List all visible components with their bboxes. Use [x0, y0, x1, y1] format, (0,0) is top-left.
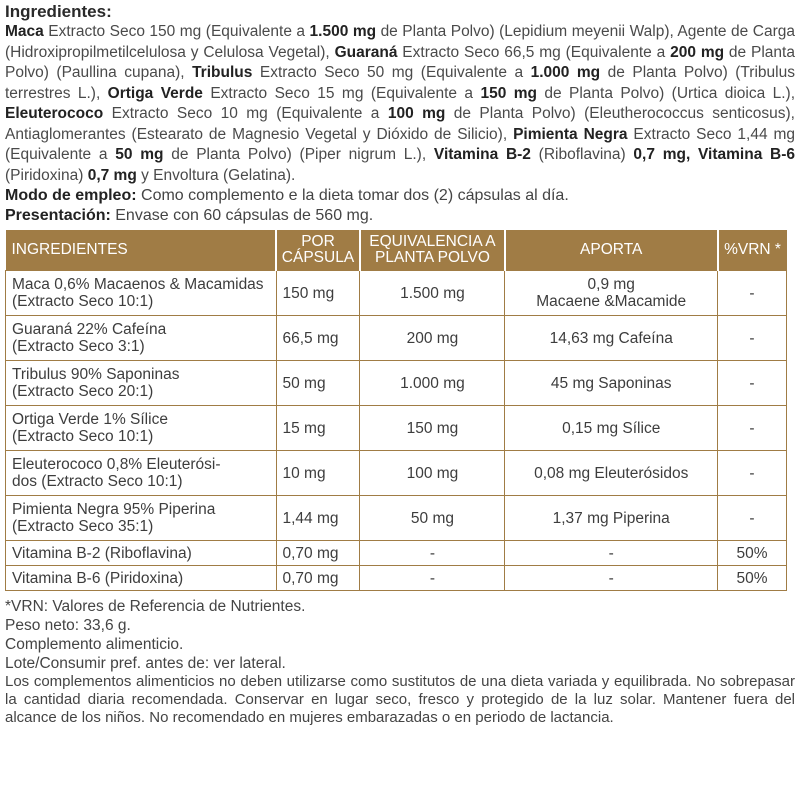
provides-value: -: [505, 541, 718, 566]
equivalence-value: 100 mg: [360, 451, 505, 496]
vrn-value: -: [718, 316, 787, 361]
equivalence-value: 200 mg: [360, 316, 505, 361]
table-row: [6, 541, 787, 566]
equivalence-value: -: [360, 566, 505, 591]
ingredient-name: Vitamina B-6 (Piridoxina): [6, 566, 277, 591]
vrn-value: -: [718, 406, 787, 451]
per-capsule-value: 1,44 mg: [276, 496, 360, 541]
vrn-value: -: [718, 361, 787, 406]
ingredient-name: Eleuterococo 0,8% Eleuterósi- dos (Extracto Seco 10:1): [6, 451, 277, 496]
net-weight: Peso neto: 33,6 g.: [5, 617, 131, 634]
ingredient-name: Tribulus 90% Saponinas (Extracto Seco 20:1): [6, 361, 277, 406]
header-vrn: %VRN *: [718, 230, 787, 271]
vrn-note: *VRN: Valores de Referencia de Nutrientes.: [5, 598, 306, 615]
vrn-value: -: [718, 271, 787, 316]
provides-value: 0,08 mg Eleuterósidos: [505, 451, 718, 496]
provides-value: 0,9 mg Macaene &Macamide: [505, 271, 718, 316]
ingredient-name: Maca 0,6% Macaenos & Macamidas (Extracto Seco 10:1): [6, 271, 277, 316]
per-capsule-value: 15 mg: [276, 406, 360, 451]
ingredients-paragraph: Maca Extracto Seco 150 mg (Equivalente a 1.500 mg de Planta Polvo) (Lepidium meyenii Walp), Agente de Carga (Hidroxipropilmetilcelulosa y Celulosa Vegetal), Guaraná Extracto Seco 66,5 mg (Equivalente a 200 mg de Planta Polvo) (Paullina cupana), Tribulus Extracto Seco 50 mg (Equivalente a 1.000 mg de Planta Polvo) (Tribulus terrestres L.), Ortiga Verde Extracto Seco 15 mg (Equivalente a 150 mg de Planta Polvo) (Urtica dioica L.), Eleuterococo Extracto Seco 10 mg (Equivalente a 100 mg de Planta Polvo) (Eleutherococcus senticosus), Antiaglomerantes (Estearato de Magnesio Vegetal y Dióxido de Silicio), Pimienta Negra Extracto Seco 1,44 mg (Equivalente a 50 mg de Planta Polvo) (Piper nigrum L.), Vitamina B-2 (Riboflavina) 0,7 mg, Vitamina B-6 (Piridoxina) 0,7 mg y Envoltura (Gelatina).: [5, 23, 796, 184]
product-category: Complemento alimenticio.: [5, 636, 184, 653]
lot-info: Lote/Consumir pref. antes de: ver lateral.: [5, 655, 286, 672]
equivalence-value: 1.000 mg: [360, 361, 505, 406]
equivalence-value: 50 mg: [360, 496, 505, 541]
table-row: [6, 451, 787, 496]
presentation-label: Presentación:: [5, 207, 111, 224]
table-row: [6, 316, 787, 361]
usage-line: [5, 186, 795, 206]
header-per-capsule: POR CÁPSULA: [276, 230, 360, 271]
nutrition-table: [5, 230, 787, 591]
provides-value: -: [505, 566, 718, 591]
presentation-line: [5, 206, 795, 226]
table-row: [6, 361, 787, 406]
per-capsule-value: 10 mg: [276, 451, 360, 496]
per-capsule-value: 50 mg: [276, 361, 360, 406]
ingredients-heading: Ingredientes:: [5, 2, 112, 21]
footer-notes: [5, 597, 795, 727]
header-equivalence: EQUIVALENCIA A PLANTA POLVO: [360, 230, 505, 271]
presentation-text: Envase con 60 cápsulas de 560 mg.: [110, 207, 374, 224]
provides-value: 0,15 mg Sílice: [505, 406, 718, 451]
header-provides: APORTA: [505, 230, 718, 271]
table-header-row: [6, 230, 787, 271]
per-capsule-value: 0,70 mg: [276, 541, 360, 566]
ingredient-name: Guaraná 22% Cafeína (Extracto Seco 3:1): [6, 316, 277, 361]
usage-label: Modo de empleo:: [5, 187, 137, 204]
table-row: [6, 566, 787, 591]
per-capsule-value: 66,5 mg: [276, 316, 360, 361]
table-row: [6, 496, 787, 541]
legal-warning: Los complementos alimenticios no deben utilizarse como sustitutos de una dieta variada y equilibrada. No sobrepasar la cantidad diaria recomendada. Conservar en lugar seco, fresco y protegido de la luz solar. Mantener fuera del alcance de los niños. No recomendado en mujeres embarazadas o en periodo de lactancia.: [5, 673, 795, 726]
header-ingredients: INGREDIENTES: [6, 230, 277, 271]
ingredient-name: Ortiga Verde 1% Sílice (Extracto Seco 10:1): [6, 406, 277, 451]
equivalence-value: -: [360, 541, 505, 566]
equivalence-value: 150 mg: [360, 406, 505, 451]
table-row: [6, 271, 787, 316]
provides-value: 1,37 mg Piperina: [505, 496, 718, 541]
per-capsule-value: 150 mg: [276, 271, 360, 316]
equivalence-value: 1.500 mg: [360, 271, 505, 316]
usage-text: Como complemento e la dieta tomar dos (2) cápsulas al día.: [136, 187, 569, 204]
ingredient-name: Vitamina B-2 (Riboflavina): [6, 541, 277, 566]
vrn-value: -: [718, 451, 787, 496]
ingredient-name: Pimienta Negra 95% Piperina (Extracto Seco 35:1): [6, 496, 277, 541]
vrn-value: 50%: [718, 566, 787, 591]
provides-value: 45 mg Saponinas: [505, 361, 718, 406]
vrn-value: 50%: [718, 541, 787, 566]
provides-value: 14,63 mg Cafeína: [505, 316, 718, 361]
vrn-value: -: [718, 496, 787, 541]
per-capsule-value: 0,70 mg: [276, 566, 360, 591]
table-row: [6, 406, 787, 451]
